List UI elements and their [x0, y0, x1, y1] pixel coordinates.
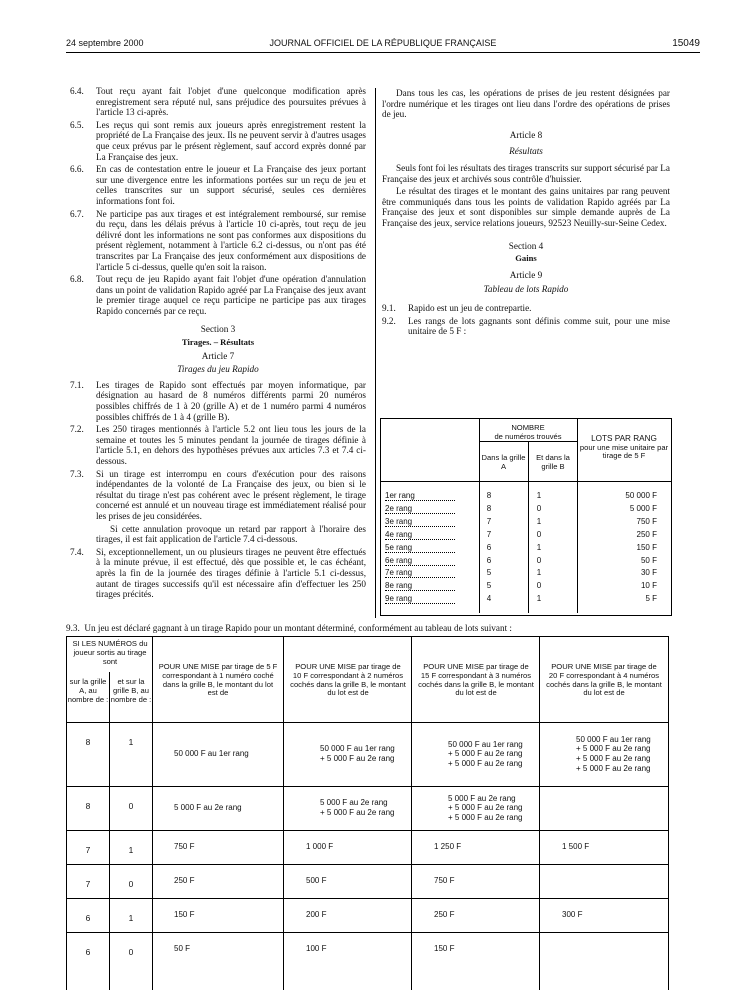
gain-amount: 200 F: [306, 910, 327, 920]
rank-label: 7e rang: [385, 568, 455, 578]
grille-b-count: 0: [536, 581, 542, 591]
item-9-3: [66, 623, 686, 633]
item-text: Ne participe pas aux tirages et est intégralement remboursé, sur remise du reçu, dans les délais prévus à l'article 10 ci-après, tout reçu de jeu délivré dont les informations ne sont pas conformes aux dispositions du présent règlement, notamment à l'article 6.2 ci-dessus, ou n'ont pas été transcrites par La Française des jeux conformément aux dispositions de l'article 5 ci-dessus, quelle qu'en soit la raison.: [96, 208, 366, 272]
item-number: 9.3.: [66, 623, 80, 633]
rank-label: 5e rang: [385, 543, 455, 553]
gain-amount: + 5 000 F au 2e rang: [448, 749, 523, 759]
item-number: 7.1.: [70, 379, 84, 390]
article-9-heading: Article 9: [509, 269, 543, 280]
rank-label: 3e rang: [385, 517, 455, 527]
item-text: Si, exceptionnellement, un ou plusieurs tirages ne peuvent être effectués à la minute prévue, il est effectué, dès que possible et, le cas échéant, après la fin de la journée des tirages définie à l'article 5.1 ci-dessus, autant de tirages successifs qu'il est nécessaire afin d'effectuer les 250 tirages précités.: [96, 546, 366, 600]
gain-row-grille-a: 7: [85, 879, 91, 889]
lot-amount: 5 F: [645, 594, 657, 604]
gain-amount: 50 000 F au 1er rang: [448, 739, 523, 749]
item-text: Tout reçu ayant fait l'objet d'une quelconque modification après enregistrement sera réputé nul, sans préjudice des poursuites prévues à l'article 13 ci-après.: [96, 86, 366, 118]
rank-table-header-grille-a: Dans la grille A: [481, 453, 526, 471]
lot-amount: 150 F: [636, 542, 657, 552]
gain-table-vline: [668, 636, 669, 990]
gain-row-grille-b: 0: [128, 879, 134, 889]
item-text: Si un tirage est interrompu en cours d'exécution pour des raisons indépendantes de la volonté de La Française des jeux, ou bien si le résultat du tirage n'est pas cohérent avec le présent règlement, le tirage concerné est annulé et un nouveau tirage est immédiatement réalisé pour les prises de jeu considérées.: [96, 468, 366, 521]
item-number: 6.8.: [70, 274, 84, 285]
grille-a-count: 8: [486, 491, 492, 500]
gain-amount: + 5 000 F au 2e rang: [576, 744, 651, 754]
rank-label: 6e rang: [385, 556, 455, 566]
gain-amount: 150 F: [174, 910, 195, 920]
rank-label: 9e rang: [385, 594, 455, 604]
gain-row-grille-b: 0: [128, 801, 134, 811]
gain-row-grille-b: 1: [128, 737, 134, 747]
gain-amount: 50 000 F au 1er rang: [320, 744, 395, 754]
lot-amount: 5 000 F: [629, 503, 657, 513]
lot-amount: 10 F: [640, 581, 657, 591]
item-7-2: [70, 424, 366, 466]
rank-label: 8e rang: [385, 581, 455, 591]
article-8-heading: Article 8: [509, 129, 543, 140]
rank-table-row: [381, 517, 671, 529]
item-number: 6.7.: [70, 208, 84, 219]
gain-amount: + 5 000 F au 2e rang: [576, 754, 651, 763]
item-6-5: [70, 120, 366, 162]
article-8-title: Résultats: [509, 146, 543, 157]
gain-amount: 500 F: [306, 876, 327, 886]
item-7-3-continued: [70, 524, 366, 545]
item-text: Un jeu est déclaré gagnant à un tirage Rapido pour un montant déterminé, conformément au tableau de lots suivant :: [84, 623, 512, 633]
item-number: 7.4.: [70, 546, 84, 557]
gain-amount: 1 000 F: [306, 842, 334, 852]
rank-table-row: [381, 581, 671, 593]
item-number: 7.2.: [70, 424, 84, 435]
gain-amount: 300 F: [562, 910, 583, 920]
grille-a-count: 5: [486, 568, 492, 578]
article-7-heading: Article 7: [201, 350, 235, 361]
item-text: Rapido est un jeu de contrepartie.: [408, 302, 532, 313]
gain-header-mise-15: POUR UNE MISE par tirage de 15 F correspondant à 3 numéros cochés dans la grille B, le montant du lot est de: [418, 662, 534, 698]
gain-table-vline: [411, 636, 412, 990]
rank-table-row: [381, 543, 671, 555]
gain-table-hline: [66, 722, 668, 723]
grille-b-count: 1: [536, 516, 542, 526]
gain-header-grille-a: sur la grille A, au nombre de :: [67, 677, 109, 704]
section-3-title: Tirages. – Résultats: [181, 337, 255, 348]
article-9-title: Tableau de lots Rapido: [483, 284, 569, 295]
grille-a-count: 6: [486, 555, 492, 565]
page-header: [66, 38, 700, 54]
gain-amount: 1 500 F: [562, 842, 590, 852]
item-text: Si cette annulation provoque un retard par rapport à l'horaire des tirages, il est fait application de l'article 7.4 ci-dessous.: [96, 523, 366, 545]
gain-amount: 100 F: [306, 944, 327, 954]
item-9-2: [382, 316, 670, 337]
item-number: 9.2.: [382, 315, 396, 326]
item-text: Les 250 tirages mentionnés à l'article 5.2 ont lieu tous les jours de la semaine et toutes les 5 minutes pendant la journée de tirages définie à l'article 5.1, en dehors des hypothèses prévues aux articles 7.3 et 7.4 ci-dessous.: [96, 424, 366, 466]
rank-table-row: [381, 491, 671, 503]
gain-table: [66, 636, 668, 990]
item-number: 6.6.: [70, 164, 84, 175]
column-divider: [375, 88, 376, 618]
article-8-paragraph-1: Seuls font foi les résultats des tirages transcrits sur support sécurisé par La Française des jeux et archivés sous contrôle d'huissier.: [382, 162, 670, 184]
gain-amount: 50 F: [174, 944, 191, 954]
rank-table-row: [381, 530, 671, 542]
grille-a-count: 8: [486, 503, 492, 513]
rank-table-row: [381, 594, 671, 606]
item-number: 6.5.: [70, 119, 84, 130]
gain-amount: + 5 000 F au 2e rang: [448, 803, 523, 813]
rank-label: 2e rang: [385, 504, 455, 514]
gain-header-numbers: SI LES NUMÉROS du joueur sortis au tirage sont: [72, 639, 148, 666]
right-column: [382, 88, 670, 339]
gain-table-hline: [66, 786, 668, 787]
header-text: LOTS PAR RANG: [591, 434, 657, 443]
gain-table-hline: [66, 932, 668, 933]
header-rule: [66, 52, 700, 53]
section-3-heading: Section 3: [200, 324, 236, 335]
grille-a-count: 7: [486, 516, 492, 526]
grille-b-count: 1: [536, 491, 542, 500]
grille-b-count: 0: [536, 503, 542, 513]
rank-table-header-lots: [579, 435, 669, 461]
header-text: NOMBRE: [511, 423, 545, 432]
gain-amount: 50 000 F au 1er rang: [174, 749, 249, 759]
gain-table-hline: [66, 830, 668, 831]
gain-amount: 50 000 F au 1er rang: [576, 734, 651, 744]
item-text: Les rangs de lots gagnants sont définis comme suit, pour une mise unitaire de 5 F :: [408, 315, 670, 337]
item-9-1: [382, 303, 670, 314]
rank-table-hline: [381, 481, 671, 482]
item-6-8: [70, 274, 366, 316]
lot-amount: 50 000 F: [625, 491, 657, 500]
article-8-paragraph-2: Le résultat des tirages et le montant des gains unitaires par rang peuvent être communiqués dans tous les points de validation Rapido agréés par La Française des jeux et sont disponibles sur simple demande auprès de La Française des jeux, service relations joueurs, 92523 Neuilly-sur-Seine Cedex.: [382, 186, 670, 228]
gain-row-grille-b: 1: [128, 913, 134, 923]
gain-amount: + 5 000 F au 2e rang: [320, 754, 395, 763]
item-7-1: [70, 380, 366, 422]
grille-b-count: 1: [536, 542, 542, 552]
gain-amount: 5 000 F au 2e rang: [320, 798, 388, 808]
gain-amount: 750 F: [434, 876, 455, 886]
gain-table-vline: [283, 636, 284, 990]
rank-table-row: [381, 556, 671, 568]
gain-amount: 150 F: [434, 944, 455, 954]
gain-header-mise-10: POUR UNE MISE par tirage de 10 F correspondant à 2 numéros cochés dans la grille B, le montant du lot est de: [290, 662, 406, 698]
article-7-title: Tirages du jeu Rapido: [177, 364, 259, 375]
gain-amount: 250 F: [174, 876, 195, 886]
item-text: Les reçus qui sont remis aux joueurs après enregistrement restent la propriété de La Française des jeux. Ils ne peuvent servir à d'autres usages que ceux prévus par le présent règlement, sauf accord exprès donné par La Française des jeux.: [96, 119, 366, 162]
item-text: Tout reçu de jeu Rapido ayant fait l'objet d'une opération d'annulation dans un point de validation Rapido agréé par La Française des jeux avant le premier tirage auquel ce reçu participe ne participe pas aux tirages Rapido concernés par ce reçu.: [96, 274, 366, 316]
item-7-4: [70, 547, 366, 600]
gain-header-mise-5: POUR UNE MISE par tirage de 5 F correspondant à 1 numéro coché dans la grille B, le montant du lot est de: [158, 662, 278, 698]
section-4-title: Gains: [515, 253, 537, 264]
lot-amount: 750 F: [636, 516, 657, 526]
page-number: 15049: [672, 38, 700, 49]
grille-a-count: 5: [486, 581, 492, 591]
header-subtext: de numéros trouvés: [494, 431, 562, 441]
gain-row-grille-a: 8: [85, 801, 91, 811]
section-4-heading: Section 4: [508, 240, 544, 251]
item-6-7: [70, 209, 366, 273]
item-number: 7.3.: [70, 468, 84, 479]
gain-table-hline: [66, 636, 668, 637]
rank-table: [380, 418, 672, 616]
gain-table-vline: [109, 672, 110, 990]
gain-row-grille-a: 6: [85, 913, 91, 923]
header-subtext: pour une mise unitaire par tirage de 5 F: [579, 442, 669, 461]
item-number: 6.4.: [70, 86, 84, 96]
item-number: 9.1.: [382, 302, 396, 313]
gain-row-grille-a: 7: [85, 845, 91, 855]
rank-table-row: [381, 504, 671, 516]
gain-row-grille-a: 8: [85, 737, 91, 747]
gain-amount: + 5 000 F au 2e rang: [320, 808, 395, 817]
item-7-3: [70, 469, 366, 522]
grille-b-count: 0: [536, 529, 542, 539]
gain-amount: + 5 000 F au 2e rang: [448, 758, 523, 768]
lot-amount: 250 F: [636, 529, 657, 539]
gain-amount: 250 F: [434, 910, 455, 920]
gain-row-grille-b: 1: [128, 845, 134, 855]
rank-table-header-grille-b: Et dans la grille B: [536, 453, 570, 471]
gain-row-grille-a: 6: [85, 947, 91, 957]
gain-amount: 5 000 F au 2e rang: [174, 803, 242, 813]
rank-label: 1er rang: [385, 491, 455, 501]
item-6-4: [70, 86, 366, 118]
gain-amount: 750 F: [174, 842, 195, 852]
grille-b-count: 1: [536, 594, 542, 604]
intro-paragraph: Dans tous les cas, les opérations de prises de jeu restent désignées par l'ordre numérique et les tirages ont lieu dans l'ordre des opérations de prises de jeu.: [382, 88, 670, 120]
lot-amount: 30 F: [640, 568, 657, 578]
gain-header-grille-b: et sur la grille B, au nombre de :: [110, 677, 152, 704]
journal-title: JOURNAL OFFICIEL DE LA RÉPUBLIQUE FRANÇAISE: [269, 38, 497, 48]
gain-header-mise-20: POUR UNE MISE par tirage de 20 F correspondant à 4 numéros cochés dans la grille B, le montant du lot est de: [546, 662, 662, 698]
rank-label: 4e rang: [385, 530, 455, 540]
item-6-6: [70, 164, 366, 206]
gain-table-vline: [152, 636, 153, 990]
rank-table-row: [381, 568, 671, 580]
gain-amount: + 5 000 F au 2e rang: [448, 812, 523, 822]
item-text: Les tirages de Rapido sont effectués par moyen informatique, par désignation au hasard de 8 numéros différents parmi 20 numéros possibles chiffrés de 1 à 20 (grille A) et de 1 numéro parmi 4 numéros possibles chiffrés de 1 à 4 (grille B).: [96, 379, 366, 422]
left-column: [70, 86, 366, 602]
gain-amount: 5 000 F au 2e rang: [448, 793, 516, 803]
grille-b-count: 0: [536, 555, 542, 565]
issue-date: 24 septembre 2000: [66, 38, 144, 48]
gain-table-hline: [66, 864, 668, 865]
grille-a-count: 4: [486, 594, 492, 604]
gain-table-vline: [539, 636, 540, 990]
gain-amount: + 5 000 F au 2e rang: [576, 763, 651, 773]
grille-b-count: 1: [536, 568, 542, 578]
gain-table-hline: [66, 898, 668, 899]
grille-a-count: 6: [486, 542, 492, 552]
gain-amount: 1 250 F: [434, 842, 462, 852]
grille-a-count: 7: [486, 529, 492, 539]
lot-amount: 50 F: [640, 555, 657, 565]
rank-table-header-nombre: [479, 424, 577, 441]
item-text: En cas de contestation entre le joueur et La Française des jeux portant sur une divergence entre les informations portées sur un reçu de jeu et celles transcrites sur un support sécurisé, seules ces dernières informations font foi.: [96, 164, 366, 206]
gain-row-grille-b: 0: [128, 947, 134, 957]
